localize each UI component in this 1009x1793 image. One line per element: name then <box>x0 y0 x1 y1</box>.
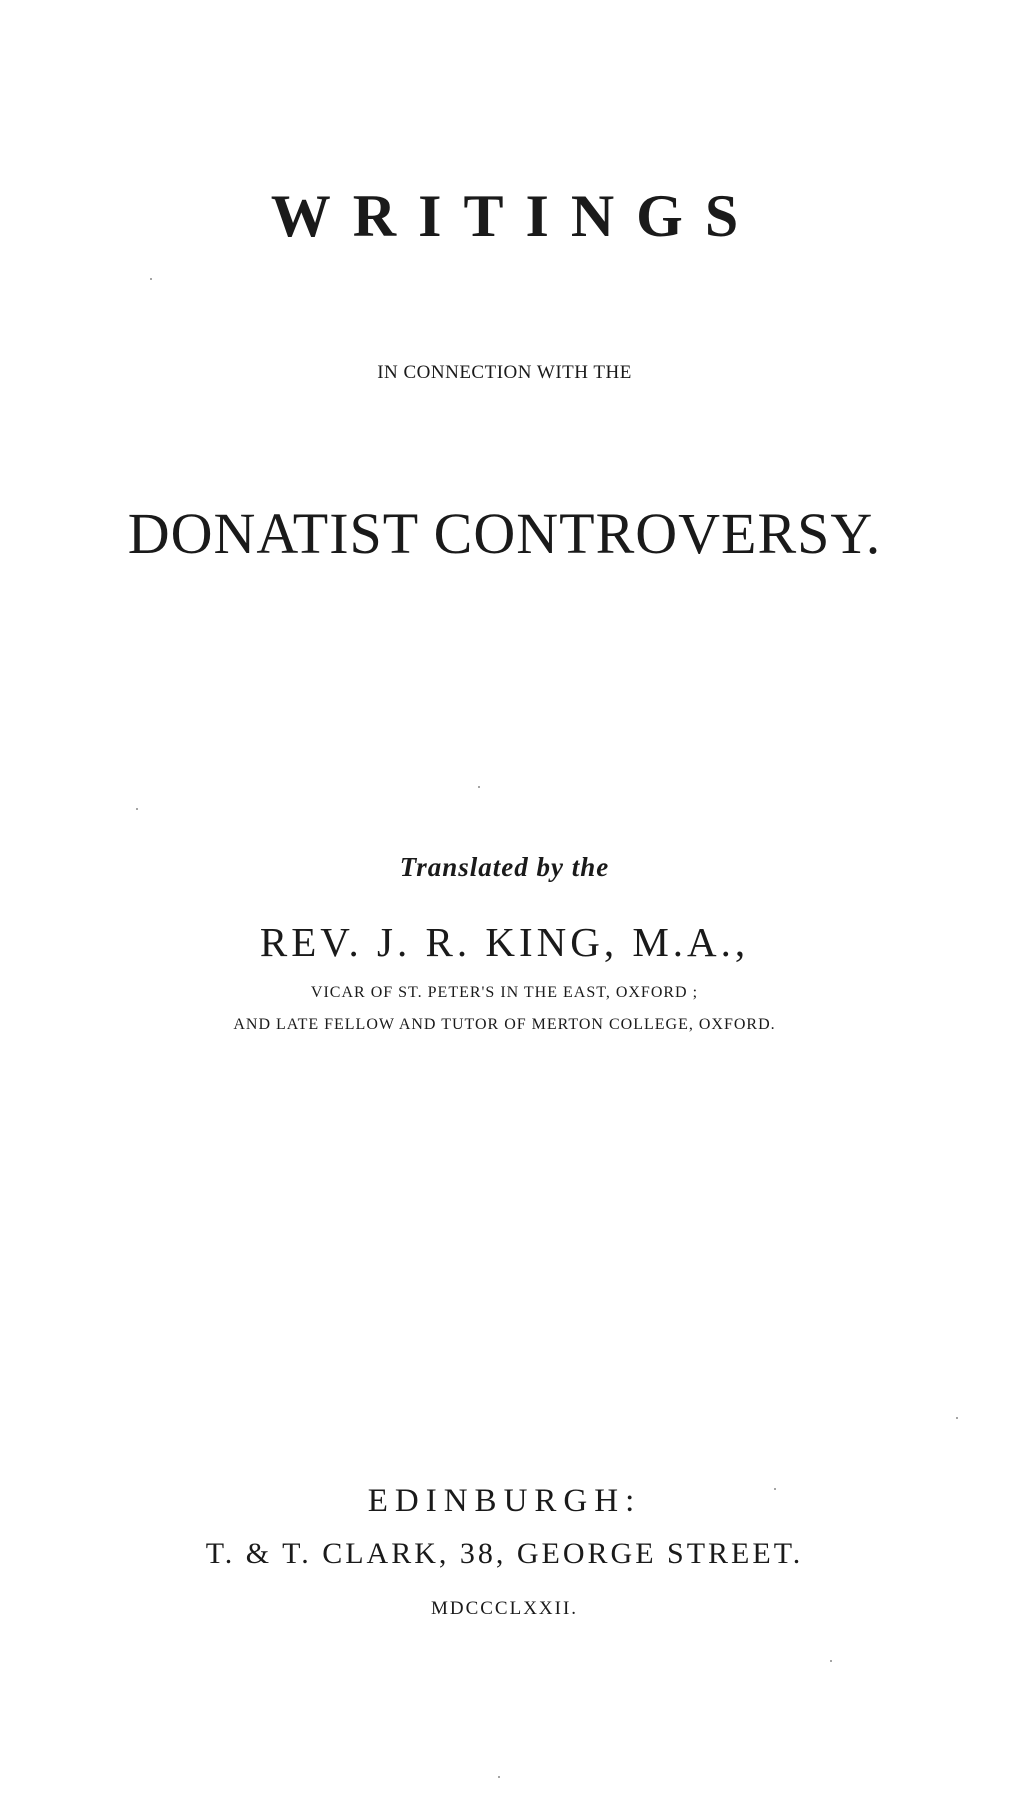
paper-speck <box>774 1488 776 1490</box>
book-title: WRITINGS <box>270 183 761 249</box>
translator-affiliation-2: AND LATE FELLOW AND TUTOR OF MERTON COLLEGE, OXFORD. <box>233 1016 776 1033</box>
translator-name: REV. J. R. KING, M.A., <box>259 919 750 965</box>
paper-speck <box>150 278 152 280</box>
translator-affiliation-1: VICAR OF ST. PETER'S IN THE EAST, OXFORD ; <box>310 984 699 1001</box>
book-subtitle: IN CONNECTION WITH THE <box>377 362 632 383</box>
paper-speck <box>478 786 480 788</box>
paper-speck <box>136 808 138 810</box>
paper-speck <box>830 1660 832 1662</box>
paper-speck <box>956 1417 958 1419</box>
paper-speck <box>498 1776 500 1778</box>
imprint-publisher: T. & T. CLARK, 38, GEORGE STREET. <box>205 1537 804 1570</box>
translated-by-label: Translated by the <box>399 852 610 882</box>
imprint-year: MDCCCLXXII. <box>430 1598 579 1619</box>
imprint-city: EDINBURGH: <box>367 1483 642 1519</box>
book-topic: DONATIST CONTROVERSY. <box>127 501 882 566</box>
